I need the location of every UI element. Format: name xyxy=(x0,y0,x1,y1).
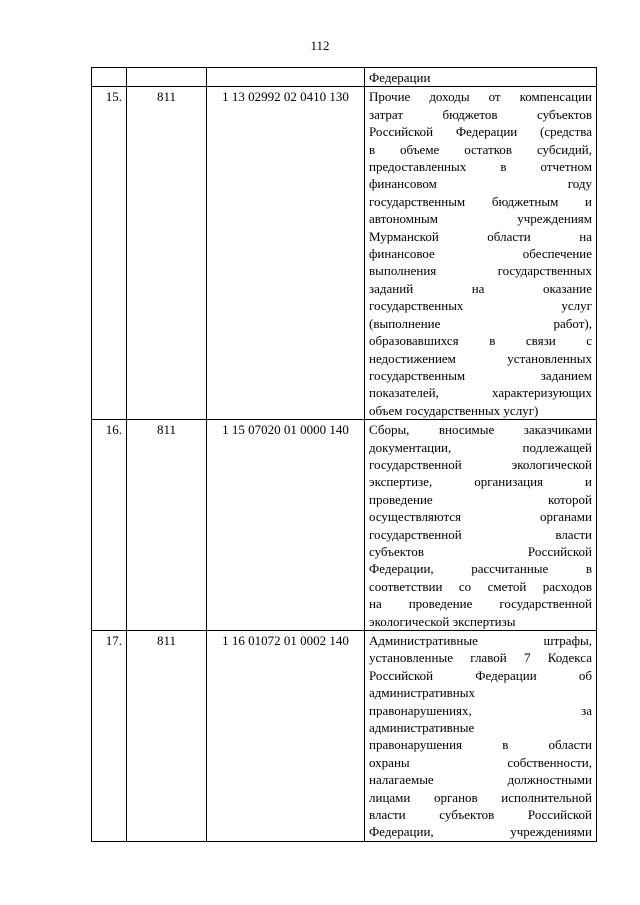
description-line: предоставленных в отчетном xyxy=(369,159,592,175)
description-cell xyxy=(365,87,597,420)
budget-classification-code-cell: 1 13 02992 02 0410 130 xyxy=(207,87,365,420)
description-line: Федерации xyxy=(369,70,431,85)
description-line: государственной власти xyxy=(369,526,592,542)
row-number-cell: 15. xyxy=(92,87,127,420)
description-line: государственных услуг xyxy=(369,298,592,314)
description-line: Сборы, вносимые заказчиками xyxy=(369,422,592,438)
description-line: правонарушения в области xyxy=(369,737,592,753)
table-row xyxy=(92,631,597,842)
description-line: Российской Федерации (средства xyxy=(369,124,592,140)
budget-codes-table xyxy=(91,67,597,842)
description-line: Федерации, учреждениями xyxy=(369,824,592,840)
budget-classification-code-cell xyxy=(207,68,365,87)
description-line: охраны собственности, xyxy=(369,754,592,770)
row-number-cell: 17. xyxy=(92,631,127,842)
description-line: затрат бюджетов субъектов xyxy=(369,106,592,122)
row-number-cell xyxy=(92,68,127,87)
description-line: государственным бюджетным и xyxy=(369,193,592,209)
description-cell xyxy=(365,420,597,631)
admin-code-cell xyxy=(127,68,207,87)
description-line: экологической экспертизы xyxy=(369,613,516,629)
description-cell xyxy=(365,68,597,87)
description-cell xyxy=(365,631,597,842)
description-line: (выполнение работ), xyxy=(369,315,592,331)
description-line: показателей, характеризующих xyxy=(369,385,592,401)
description-line: правонарушениях, за xyxy=(369,702,592,718)
description-line: налагаемые должностными xyxy=(369,772,592,788)
description-line: финансовое обеспечение xyxy=(369,246,592,262)
description-line: государственным заданием xyxy=(369,367,592,383)
description-line: в объеме остатков субсидий, xyxy=(369,141,592,157)
description-line: Российской Федерации об xyxy=(369,667,592,683)
admin-code-cell: 811 xyxy=(127,87,207,420)
budget-classification-code-cell: 1 15 07020 01 0000 140 xyxy=(207,420,365,631)
description-line: экспертизе, организация и xyxy=(369,474,592,490)
description-line: Федерации, рассчитанные в xyxy=(369,561,592,577)
description-line: административные xyxy=(369,720,475,736)
row-number-cell: 16. xyxy=(92,420,127,631)
description-line: автономным учреждениям xyxy=(369,211,592,227)
description-line: проведение которой xyxy=(369,491,592,507)
description-line: соответствии со сметой расходов xyxy=(369,578,592,594)
description-line: выполнения государственных xyxy=(369,263,592,279)
table-row xyxy=(92,87,597,420)
description-line: финансовом году xyxy=(369,176,592,192)
description-line: недостижением установленных xyxy=(369,350,592,366)
description-line: установленные главой 7 Кодекса xyxy=(369,650,592,666)
description-line: Мурманской области на xyxy=(369,228,592,244)
description-line: образовавшихся в связи с xyxy=(369,333,592,349)
description-line: объем государственных услуг) xyxy=(369,402,539,418)
description-line: документации, подлежащей xyxy=(369,439,592,455)
admin-code-cell: 811 xyxy=(127,420,207,631)
budget-classification-code-cell: 1 16 01072 01 0002 140 xyxy=(207,631,365,842)
description-line: субъектов Российской xyxy=(369,543,592,559)
description-line: административных xyxy=(369,685,475,701)
table-row-continuation xyxy=(92,68,597,87)
admin-code-cell: 811 xyxy=(127,631,207,842)
description-line: осуществляются органами xyxy=(369,509,592,525)
description-line: заданий на оказание xyxy=(369,280,592,296)
description-line: лицами органов исполнительной xyxy=(369,789,592,805)
description-line: государственной экологической xyxy=(369,456,592,472)
page-number: 112 xyxy=(310,38,330,53)
description-line: Прочие доходы от компенсации xyxy=(369,89,592,105)
description-line: на проведение государственной xyxy=(369,596,592,612)
table-row xyxy=(92,420,597,631)
description-line: Административные штрафы, xyxy=(369,633,592,648)
description-line: власти субъектов Российской xyxy=(369,807,592,823)
